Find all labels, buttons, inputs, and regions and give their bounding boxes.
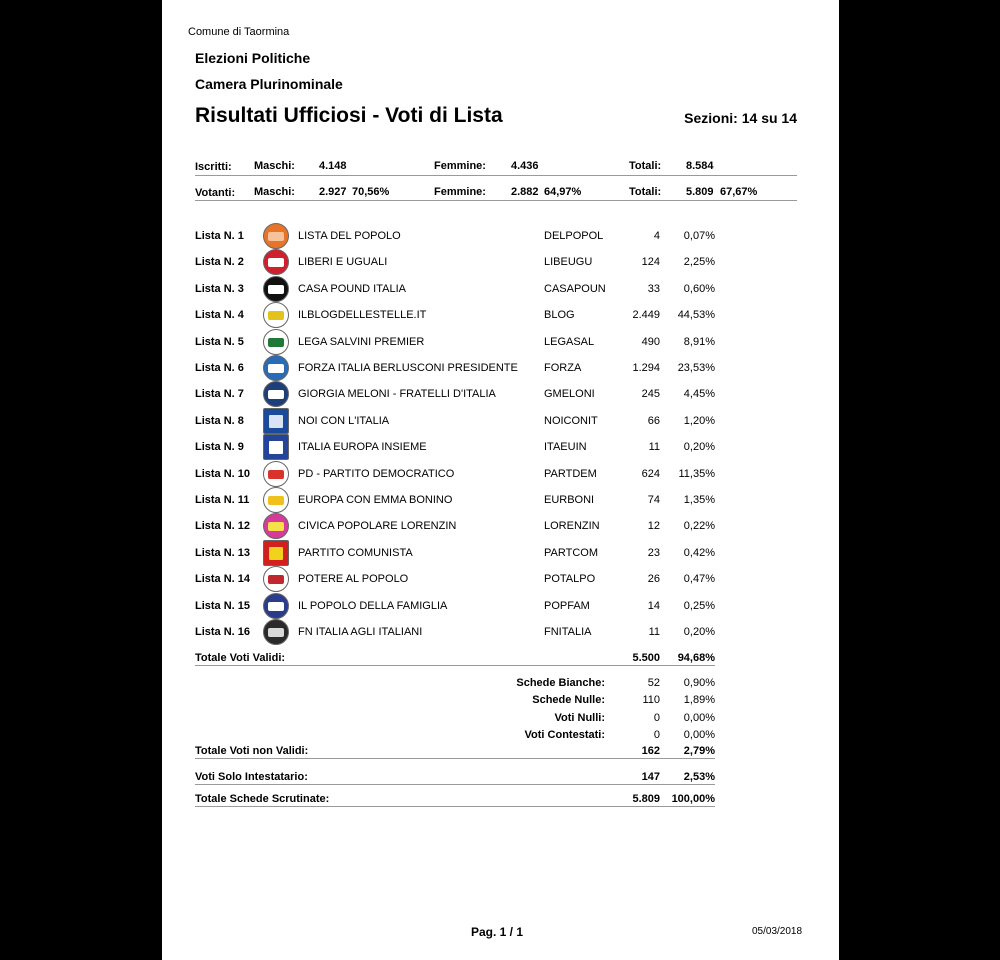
party-code: LEGASAL <box>544 335 595 348</box>
party-number: Lista N. 5 <box>195 335 244 348</box>
party-logo-icon <box>263 302 289 328</box>
report-date: 05/03/2018 <box>752 926 803 937</box>
party-logo-icon <box>263 355 289 381</box>
divider <box>195 784 715 785</box>
party-votes: 11 <box>648 441 660 454</box>
votanti-maschi-perc: 70,56% <box>352 186 390 198</box>
report-page <box>162 0 839 960</box>
party-code: NOICONIT <box>544 414 598 427</box>
elezione-title: Elezioni Politiche <box>195 50 311 66</box>
solo-intestatario-voti: 147 <box>641 771 660 783</box>
party-logo-detail <box>268 338 284 347</box>
party-number: Lista N. 15 <box>195 599 251 612</box>
party-name: FN ITALIA AGLI ITALIANI <box>298 626 423 638</box>
party-code: BLOG <box>544 309 575 322</box>
party-logo-icon <box>263 381 289 407</box>
party-name: PARTITO COMUNISTA <box>298 546 413 559</box>
party-logo-detail <box>268 311 284 320</box>
party-logo-detail <box>269 547 283 560</box>
solo-intestatario-label: Voti Solo Intestatario: <box>195 771 308 783</box>
party-logo-icon <box>263 223 289 249</box>
votanti-totali-value: 5.809 <box>686 186 714 198</box>
non-validi-percentage: 0,90% <box>683 677 715 689</box>
party-number: Lista N. 11 <box>195 494 250 506</box>
party-number: Lista N. 14 <box>195 573 251 586</box>
party-percentage: 1,20% <box>683 414 715 427</box>
totale-validi-label: Totale Voti Validi: <box>195 652 286 664</box>
party-code: LIBEUGU <box>544 256 593 269</box>
totale-scrutinate-voti: 5.809 <box>632 793 660 805</box>
party-number: Lista N. 1 <box>195 230 244 242</box>
totale-scrutinate-label: Totale Schede Scrutinate: <box>195 793 330 805</box>
party-votes: 2.449 <box>632 309 660 322</box>
party-logo-icon <box>263 487 289 513</box>
party-votes: 33 <box>647 282 660 295</box>
party-name: IL POPOLO DELLA FAMIGLIA <box>298 599 448 612</box>
party-logo-icon <box>263 461 289 487</box>
totale-validi-perc: 94,68% <box>677 652 715 664</box>
iscritti-femmine-value: 4.436 <box>511 160 539 172</box>
party-logo-icon <box>263 249 289 275</box>
party-name: LEGA SALVINI PREMIER <box>298 335 425 348</box>
party-logo-detail <box>269 415 283 428</box>
party-number: Lista N. 13 <box>195 546 251 559</box>
party-votes: 74 <box>647 494 660 506</box>
party-code: PARTCOM <box>544 546 598 559</box>
party-code: PARTDEM <box>544 467 597 480</box>
votanti-maschi-label: Maschi: <box>254 186 295 198</box>
party-code: DELPOPOL <box>544 230 604 242</box>
non-validi-label: Schede Nulle: <box>532 694 605 707</box>
party-votes: 624 <box>641 467 660 480</box>
divider <box>195 200 797 201</box>
page-number: Pag. 1 / 1 <box>471 925 524 939</box>
non-validi-label: Voti Contestati: <box>524 728 605 741</box>
party-votes: 23 <box>647 546 660 559</box>
iscritti-totali-label: Totali: <box>629 160 662 172</box>
party-percentage: 0,60% <box>683 282 715 295</box>
party-percentage: 44,53% <box>677 309 715 322</box>
divider <box>195 806 715 807</box>
party-logo-detail <box>268 496 284 505</box>
party-percentage: 0,42% <box>683 546 715 559</box>
party-number: Lista N. 7 <box>195 388 244 401</box>
non-validi-label: Schede Bianche: <box>516 677 605 689</box>
party-number: Lista N. 2 <box>195 256 244 269</box>
party-code: POPFAM <box>544 599 590 612</box>
totale-non-validi-label: Totale Voti non Validi: <box>195 745 309 757</box>
party-logo-detail <box>268 285 284 294</box>
party-name: GIORGIA MELONI - FRATELLI D'ITALIA <box>298 388 496 401</box>
iscritti-label: Iscritti: <box>195 161 232 173</box>
party-logo-detail <box>269 441 283 454</box>
party-logo-detail <box>268 575 284 584</box>
party-votes: 4 <box>653 230 660 242</box>
party-logo-detail <box>268 522 284 531</box>
votanti-maschi-value: 2.927 <box>319 186 347 198</box>
party-percentage: 2,25% <box>683 256 715 269</box>
party-logo-icon <box>263 540 289 566</box>
page-title: Risultati Ufficiosi - Voti di Lista <box>195 104 503 127</box>
divider <box>195 758 715 759</box>
party-number: Lista N. 10 <box>195 467 251 480</box>
party-percentage: 0,47% <box>683 573 715 586</box>
camera-title: Camera Plurinominale <box>195 76 343 92</box>
party-percentage: 11,35% <box>678 467 715 480</box>
party-name: FORZA ITALIA BERLUSCONI PRESIDENTE <box>298 362 518 374</box>
party-name: LIBERI E UGUALI <box>298 256 388 269</box>
divider <box>195 175 797 176</box>
party-votes: 12 <box>647 520 660 533</box>
iscritti-maschi-label: Maschi: <box>254 160 295 172</box>
party-logo-icon <box>263 619 289 645</box>
party-number: Lista N. 9 <box>195 441 244 454</box>
party-logo-detail <box>268 602 284 611</box>
party-logo-icon <box>263 566 289 592</box>
divider <box>195 665 715 666</box>
party-logo-detail <box>268 470 284 479</box>
non-validi-votes: 52 <box>647 677 660 689</box>
party-percentage: 0,25% <box>683 599 715 612</box>
totale-validi-voti: 5.500 <box>632 652 660 664</box>
party-name: POTERE AL POPOLO <box>298 573 409 586</box>
party-logo-icon <box>263 329 289 355</box>
iscritti-totali-value: 8.584 <box>686 160 714 172</box>
party-code: ITAEUIN <box>544 441 587 454</box>
party-name: PD - PARTITO DEMOCRATICO <box>298 467 455 480</box>
party-percentage: 23,53% <box>677 362 715 374</box>
party-code: LORENZIN <box>544 520 600 533</box>
votanti-totali-perc: 67,67% <box>720 186 758 198</box>
party-percentage: 4,45% <box>683 388 715 401</box>
non-validi-percentage: 0,00% <box>683 711 715 724</box>
party-logo-detail <box>268 628 284 637</box>
votanti-totali-label: Totali: <box>629 186 662 198</box>
totale-non-validi-voti: 162 <box>641 745 660 757</box>
party-code: EURBONI <box>544 494 595 506</box>
party-number: Lista N. 12 <box>195 520 251 533</box>
non-validi-label: Voti Nulli: <box>554 711 605 724</box>
party-number: Lista N. 6 <box>195 362 244 374</box>
party-percentage: 0,20% <box>683 441 715 454</box>
votanti-femmine-value: 2.882 <box>511 186 539 198</box>
party-number: Lista N. 3 <box>195 282 244 295</box>
party-logo-icon <box>263 408 289 434</box>
party-votes: 14 <box>647 599 660 612</box>
party-number: Lista N. 16 <box>195 626 251 638</box>
totale-non-validi-perc: 2,79% <box>683 745 715 757</box>
non-validi-percentage: 0,00% <box>683 728 715 741</box>
party-percentage: 0,07% <box>683 230 715 242</box>
party-votes: 11 <box>648 626 660 638</box>
party-code: FORZA <box>544 362 582 374</box>
party-logo-icon <box>263 593 289 619</box>
party-logo-detail <box>268 364 284 373</box>
party-name: CIVICA POPOLARE LORENZIN <box>298 520 457 533</box>
votanti-label: Votanti: <box>195 187 236 199</box>
party-code: FNITALIA <box>544 626 592 638</box>
party-logo-icon <box>263 434 289 460</box>
party-logo-detail <box>268 232 284 241</box>
party-votes: 1.294 <box>632 362 660 374</box>
party-logo-icon <box>263 513 289 539</box>
party-votes: 26 <box>647 573 660 586</box>
party-code: POTALPO <box>544 573 596 586</box>
comune-label: Comune di Taormina <box>188 26 290 38</box>
party-logo-icon <box>263 276 289 302</box>
party-name: LISTA DEL POPOLO <box>298 230 401 242</box>
totale-scrutinate-perc: 100,00% <box>671 793 715 805</box>
party-logo-detail <box>268 390 284 399</box>
non-validi-votes: 0 <box>653 711 660 724</box>
non-validi-votes: 110 <box>642 694 660 707</box>
party-votes: 66 <box>647 414 660 427</box>
party-votes: 124 <box>641 256 660 269</box>
non-validi-percentage: 1,89% <box>683 694 715 707</box>
party-percentage: 8,91% <box>683 335 715 348</box>
party-percentage: 1,35% <box>683 494 715 506</box>
party-name: CASA POUND ITALIA <box>298 282 406 295</box>
party-percentage: 0,20% <box>683 626 715 638</box>
party-name: NOI CON L'ITALIA <box>298 414 390 427</box>
party-votes: 245 <box>641 388 660 401</box>
votanti-femmine-perc: 64,97% <box>544 186 582 198</box>
party-code: CASAPOUN <box>544 282 606 295</box>
party-number: Lista N. 4 <box>195 309 244 322</box>
party-code: GMELONI <box>544 388 595 401</box>
party-number: Lista N. 8 <box>195 414 244 427</box>
iscritti-maschi-value: 4.148 <box>319 160 347 172</box>
party-name: ITALIA EUROPA INSIEME <box>298 441 427 454</box>
solo-intestatario-perc: 2,53% <box>683 771 715 783</box>
party-percentage: 0,22% <box>683 520 715 533</box>
iscritti-femmine-label: Femmine: <box>434 160 486 172</box>
party-name: ILBLOGDELLESTELLE.IT <box>298 309 427 322</box>
party-name: EUROPA CON EMMA BONINO <box>298 494 453 506</box>
party-logo-detail <box>268 258 284 267</box>
non-validi-votes: 0 <box>653 728 660 741</box>
party-votes: 490 <box>641 335 660 348</box>
sezioni-count: Sezioni: 14 su 14 <box>684 110 797 126</box>
votanti-femmine-label: Femmine: <box>434 186 486 198</box>
